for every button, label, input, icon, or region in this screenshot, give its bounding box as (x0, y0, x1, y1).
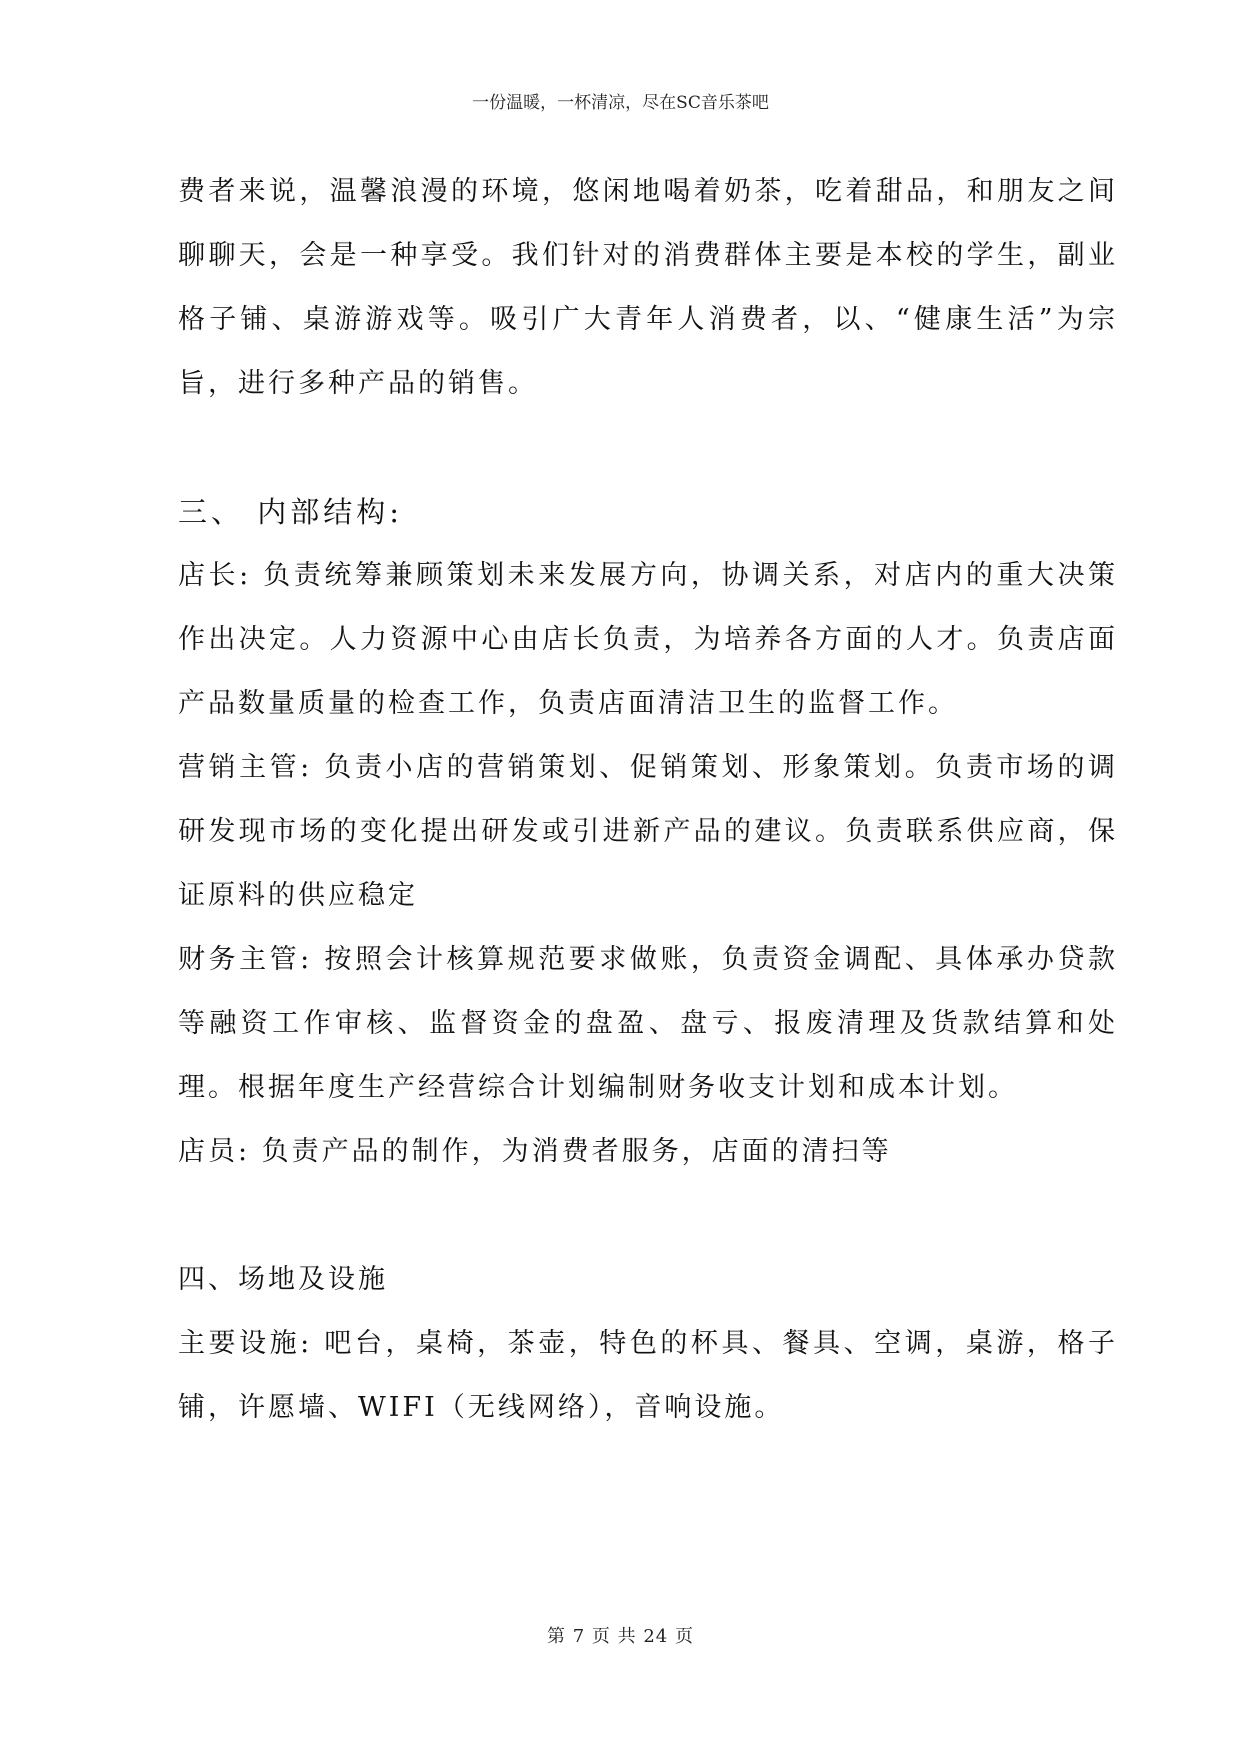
role-store-manager: 店长: 负责统筹兼顾策划未来发展方向，协调关系，对店内的重大决策作出决定。人力资源中心由店长负责，为培养各方面的人才。负责店面产品数量质量的检查工作，负责店面清洁卫生的监督工作。 (178, 560, 1118, 719)
section-heading-venue-facilities: 四、场地及设施 (178, 1264, 388, 1295)
spacer (178, 1184, 1118, 1248)
page-footer: 第 7 页 共 24 页 (547, 1626, 694, 1647)
facilities-paragraph: 主要设施: 吧台，桌椅，茶壶，特色的杯具、餐具、空调，桌游，格子铺，许愿墙、WIFI（无线网络），音响设施。 (178, 1328, 1118, 1423)
section-heading-internal-structure: 三、 内部结构: (178, 495, 403, 529)
document-body (178, 160, 1118, 1440)
page-header: 一份温暖，一杯清凉，尽在SC音乐茶吧 (472, 93, 769, 113)
role-marketing-manager: 营销主管: 负责小店的营销策划、促销策划、形象策划。负责市场的调研发现市场的变化提出研发或引进新产品的建议。负责联系供应商，保证原料的供应稳定 (178, 752, 1118, 911)
intro-paragraph: 费者来说，温馨浪漫的环境，悠闲地喝着奶茶，吃着甜品，和朋友之间聊聊天，会是一种享受。我们针对的消费群体主要是本校的学生，副业格子铺、桌游游戏等。吸引广大青年人消费者，以、“健康生活”为宗旨，进行多种产品的销售。 (178, 176, 1118, 399)
role-finance-manager: 财务主管: 按照会计核算规范要求做账，负责资金调配、具体承办贷款等融资工作审核、监督资金的盘盈、盘亏、报废清理及货款结算和处理。根据年度生产经营综合计划编制财务收支计划和成本计划。 (178, 944, 1118, 1103)
role-clerk: 店员: 负责产品的制作，为消费者服务，店面的清扫等 (178, 1136, 892, 1167)
spacer (178, 416, 1118, 480)
